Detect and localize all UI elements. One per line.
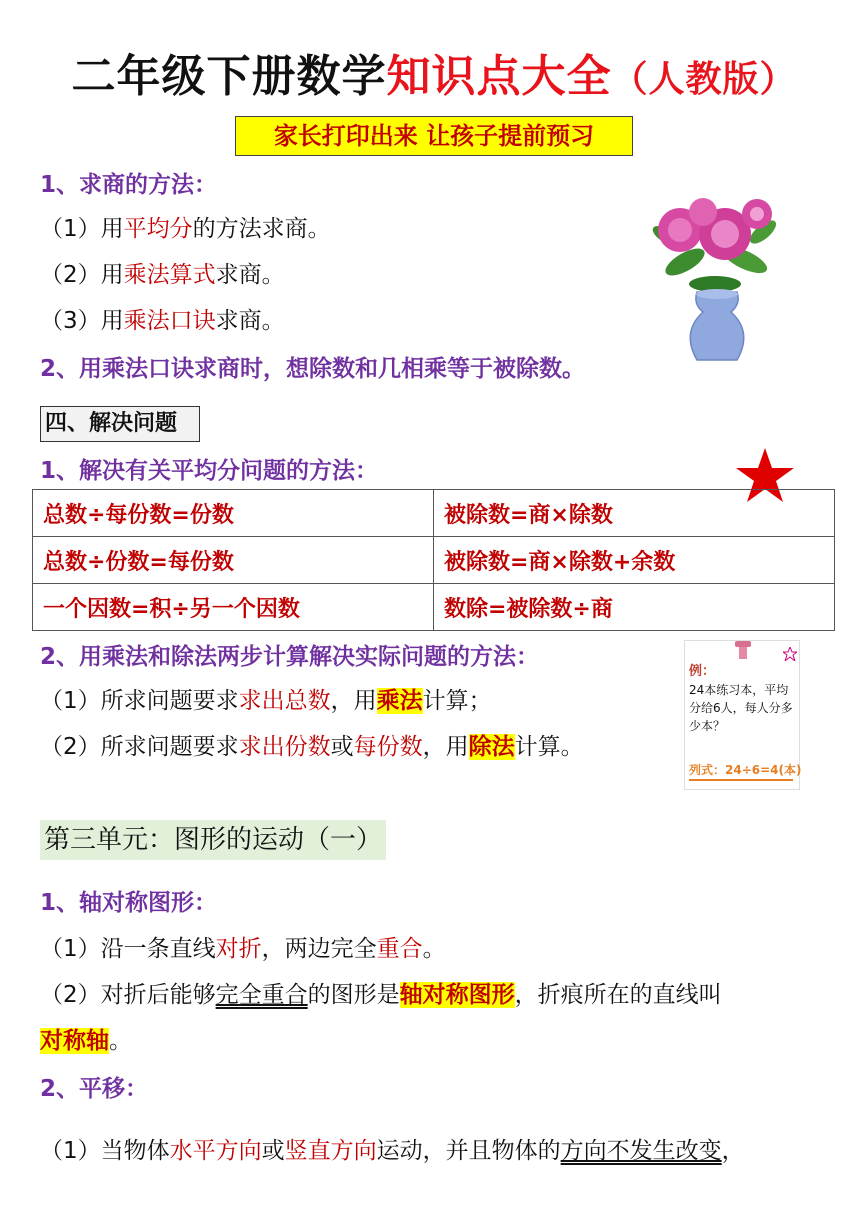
small-star-icon [783,647,797,661]
unit3-title: 第三单元：图形的运动（一） [40,820,386,860]
text: （2）所求问题要求 [40,734,239,760]
keyword: 乘法口诀 [123,308,216,334]
table-cell: 被除数=商×除数 [434,490,835,537]
text: ， [721,1138,745,1164]
text: 计算。 [514,734,584,760]
highlight: 乘法 [376,688,423,714]
text: （1）用 [40,216,124,242]
highlight: 轴对称图形 [399,982,515,1008]
keyword: 竖直方向 [284,1138,377,1164]
keyword: 对折 [215,936,262,962]
text: 。 [422,936,446,962]
translation-heading: 2、平移： [40,1076,149,1102]
table-cell: 被除数=商×除数+余数 [434,537,835,584]
divider [689,779,793,781]
text: （1）沿一条直线 [40,936,216,962]
sec1-item-3 [40,302,285,335]
table-cell: 总数÷每份数=份数 [33,490,434,537]
text: （1）当物体 [40,1138,170,1164]
keyword: 求出份数 [238,734,331,760]
problem2-heading: 2、用乘法和除法两步计算解决实际问题的方法： [40,644,540,670]
text: 或 [330,734,354,760]
example-card [684,640,800,790]
title-part2: 知识点大全 [386,51,612,102]
keyword: 每份数 [353,734,423,760]
text: ，折痕所在的直线叫 [514,982,722,1008]
section-four-title: 四、解决问题 [40,406,200,442]
text: 计算； [422,688,492,714]
page-title [0,40,868,104]
sec1-item-2 [40,256,285,289]
problem2-item-2 [40,728,584,761]
title-part3: （人教版） [611,59,797,100]
vase [690,289,743,360]
binder-clip-icon [731,639,755,663]
text: （2）对折后能够 [40,982,216,1008]
table-cell: 一个因数=积÷另一个因数 [33,584,434,631]
keyword: 重合 [376,936,423,962]
keyword: 平均分 [123,216,193,242]
text: 的图形是 [307,982,400,1008]
text: （1）所求问题要求 [40,688,239,714]
text: 或 [261,1138,285,1164]
table-row [33,584,835,631]
problem2-item-1 [40,682,492,715]
table-cell: 总数÷份数=每份数 [33,537,434,584]
translation-item-1 [40,1132,745,1165]
text: 运动，并且物体的 [376,1138,561,1164]
sec1-heading: 1、求商的方法： [40,172,218,198]
table-row [33,537,835,584]
axis-item-1 [40,930,446,963]
keyword: 水平方向 [169,1138,262,1164]
text: ，两边完全 [261,936,377,962]
text: 求商。 [215,262,285,288]
text: 求商。 [215,308,285,334]
text: 的方法求商。 [192,216,331,242]
flower-vase-image [645,192,785,364]
axis-item-2-cont [40,1022,132,1055]
axis-item-2 [40,976,722,1009]
table-cell: 数除=被除数÷商 [434,584,835,631]
banner: 家长打印出来 让孩子提前预习 [235,116,633,156]
text: （3）用 [40,308,124,334]
example-text: 24本练习本，平均分给6人，每人分多少本？ [689,683,793,733]
text: （2）用 [40,262,124,288]
text: 。 [109,1028,132,1054]
title-part1: 二年级下册数学 [71,51,387,102]
text: ，用 [422,734,469,760]
peony-flowers [658,198,772,260]
table-row [33,490,835,537]
highlight: 对称轴 [40,1028,109,1054]
example-formula: 列式：24÷6=4(本) [689,763,802,777]
axis-heading: 1、轴对称图形： [40,890,218,916]
underlined-text: 方向不发生改变 [560,1138,722,1164]
formula-table [32,489,835,631]
problem1-heading: 1、解决有关平均分问题的方法： [40,458,379,484]
keyword: 求出总数 [238,688,331,714]
underlined-text: 完全重合 [215,982,308,1008]
example-label: 例： [689,664,716,679]
sec2-heading: 2、用乘法口诀求商时，想除数和几相乘等于被除数。 [40,356,586,382]
keyword: 乘法算式 [123,262,216,288]
highlight: 除法 [468,734,515,760]
sec1-item-1 [40,210,331,243]
text: ，用 [330,688,377,714]
